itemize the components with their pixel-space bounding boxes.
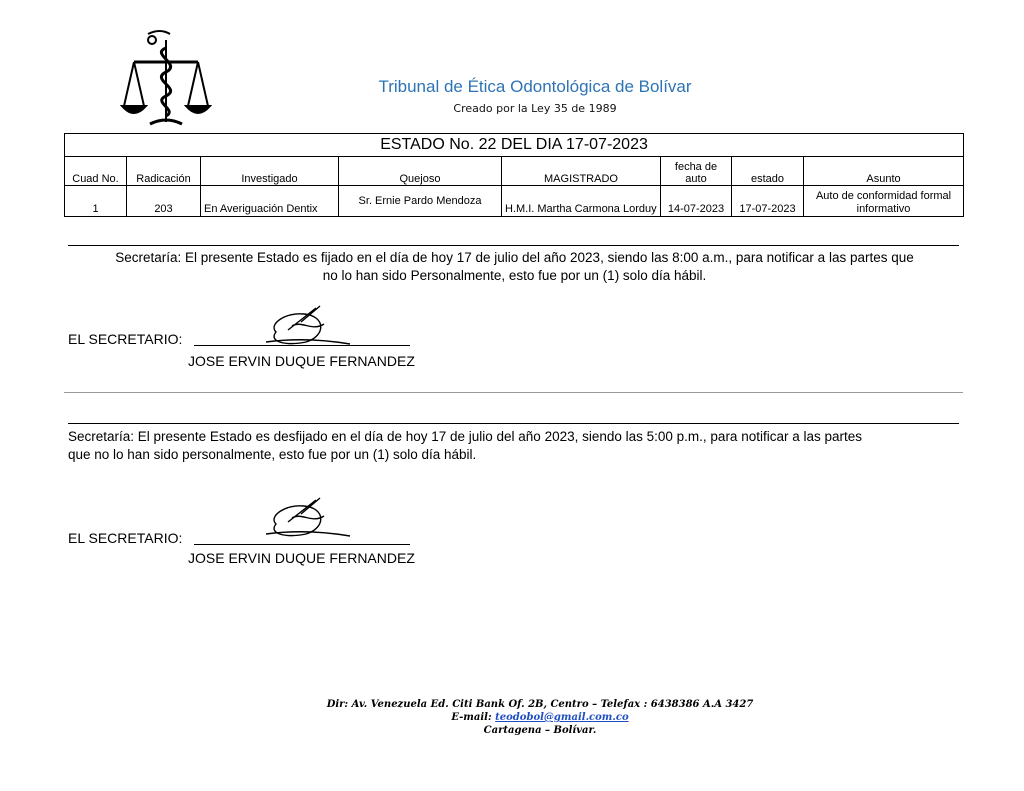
cell-radicacion: 203 xyxy=(127,186,201,217)
section-divider xyxy=(68,423,959,424)
cell-asunto: Auto de conformidad formal informativo xyxy=(804,186,964,217)
col-header-cuad: Cuad No. xyxy=(65,157,127,186)
desfijacion-text-line1: Secretaría: El presente Estado es desfijado en el día de hoy 17 de julio del año 2023, siendo las 5:00 p.m., para notificar a las partes xyxy=(68,429,863,444)
page-divider xyxy=(64,392,963,393)
cell-fecha-auto: 14-07-2023 xyxy=(661,186,732,217)
footer-email-line xyxy=(280,711,800,724)
footer-email-link[interactable]: teodobol@gmail.com.co xyxy=(495,712,629,723)
desfijacion-text-line2: que no lo han sido personalmente, esto fue por un (1) solo día hábil. xyxy=(68,447,477,462)
estado-table xyxy=(64,133,964,217)
org-subtitle: Creado por la Ley 35 de 1989 xyxy=(453,102,617,115)
fijacion-text-line2: no lo han sido Personalmente, esto fue por un (1) solo día hábil. xyxy=(322,268,707,283)
secretario-name: JOSE ERVIN DUQUE FERNANDEZ xyxy=(188,550,415,566)
footer-city: Cartagena – Bolívar. xyxy=(483,725,597,736)
signature-icon xyxy=(246,494,356,542)
secretario-label: EL SECRETARIO: xyxy=(68,530,183,546)
footer-email-label: E-mail: xyxy=(451,712,492,723)
cell-quejoso: Sr. Ernie Pardo Mendoza xyxy=(339,186,502,217)
cell-investigado: En Averiguación Dentix xyxy=(201,186,339,217)
table-row xyxy=(65,186,964,217)
col-header-asunto: Asunto xyxy=(804,157,964,186)
col-header-quejoso: Quejoso xyxy=(339,157,502,186)
estado-title: ESTADO No. 22 DEL DIA 17-07-2023 xyxy=(65,134,964,157)
tribunal-logo-icon xyxy=(120,28,212,128)
footer-address: Dir: Av. Venezuela Ed. Citi Bank Of. 2B, Centro – Telefax : 6438386 A.A 3427 xyxy=(326,699,754,710)
col-header-investigado: Investigado xyxy=(201,157,339,186)
col-header-magistrado: MAGISTRADO xyxy=(502,157,661,186)
secretario-label: EL SECRETARIO: xyxy=(68,331,183,347)
signature-icon xyxy=(246,302,356,350)
section-divider xyxy=(68,245,959,246)
cell-cuad: 1 xyxy=(65,186,127,217)
col-header-fecha-auto: fecha de auto xyxy=(661,157,732,186)
cell-magistrado: H.M.I. Martha Carmona Lorduy xyxy=(502,186,661,217)
signature-line xyxy=(194,544,410,545)
col-header-radicacion: Radicación xyxy=(127,157,201,186)
secretario-name: JOSE ERVIN DUQUE FERNANDEZ xyxy=(188,353,415,369)
cell-estado: 17-07-2023 xyxy=(732,186,804,217)
col-header-estado: estado xyxy=(732,157,804,186)
org-title: Tribunal de Ética Odontológica de Bolívar xyxy=(378,77,692,96)
fijacion-text-line1: Secretaría: El presente Estado es fijado en el día de hoy 17 de julio del año 2023, siendo las 8:00 a.m., para notificar a las partes que xyxy=(115,250,914,265)
